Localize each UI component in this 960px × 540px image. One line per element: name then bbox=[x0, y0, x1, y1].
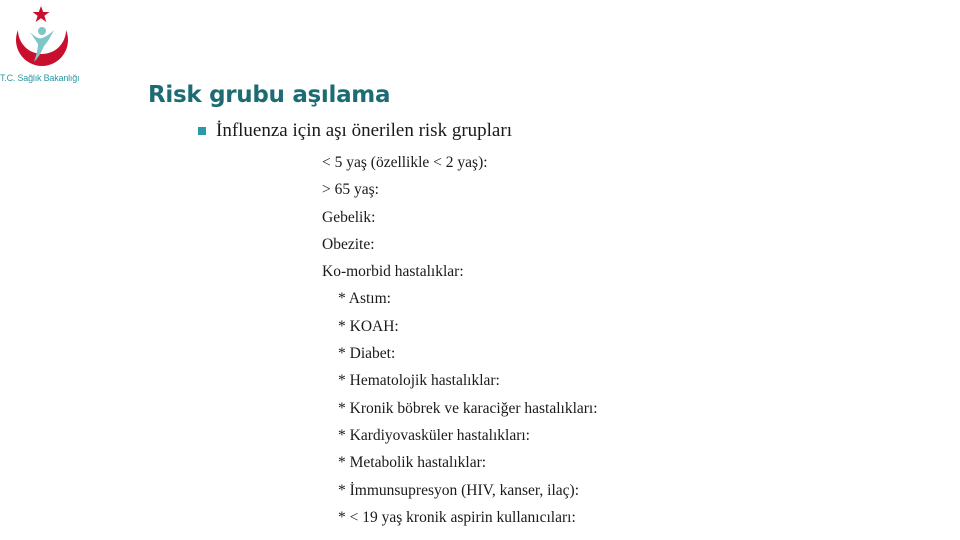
main-bullet-text: İnfluenza için aşı önerilen risk grupları bbox=[216, 120, 512, 141]
square-bullet-icon bbox=[198, 127, 206, 135]
list-item: Ko-morbid hastalıklar: bbox=[322, 263, 464, 281]
list-item: Obezite: bbox=[322, 235, 375, 253]
crescent-star-icon bbox=[8, 4, 78, 74]
list-sub-item: * Kronik böbrek ve karaciğer hastalıkları: bbox=[338, 399, 598, 417]
list-sub-item: * Astım: bbox=[338, 290, 391, 308]
list-sub-item: * < 19 yaş kronik aspirin kullanıcıları: bbox=[338, 508, 576, 526]
list-item: Gebelik: bbox=[322, 208, 376, 226]
list-sub-item: * Hematolojik hastalıklar: bbox=[338, 372, 500, 390]
list-item: < 5 yaş (özellikle < 2 yaş): bbox=[322, 154, 488, 171]
risk-group-list bbox=[322, 149, 598, 531]
slide-title: Risk grubu aşılama bbox=[148, 82, 391, 108]
list-item: > 65 yaş: bbox=[322, 181, 379, 199]
list-sub-item: * KOAH: bbox=[338, 317, 399, 335]
list-sub-item: * İmmunsupresyon (HIV, kanser, ilaç): bbox=[338, 481, 580, 499]
list-sub-item: * Kardiyovasküler hastalıkları: bbox=[338, 426, 530, 444]
list-sub-item: * Diabet: bbox=[338, 345, 396, 363]
ministry-logo bbox=[0, 0, 90, 90]
list-sub-item: * Metabolik hastalıklar: bbox=[338, 454, 487, 472]
main-bullet bbox=[198, 120, 512, 142]
logo-caption: T.C. Sağlık Bakanlığı bbox=[0, 73, 80, 83]
